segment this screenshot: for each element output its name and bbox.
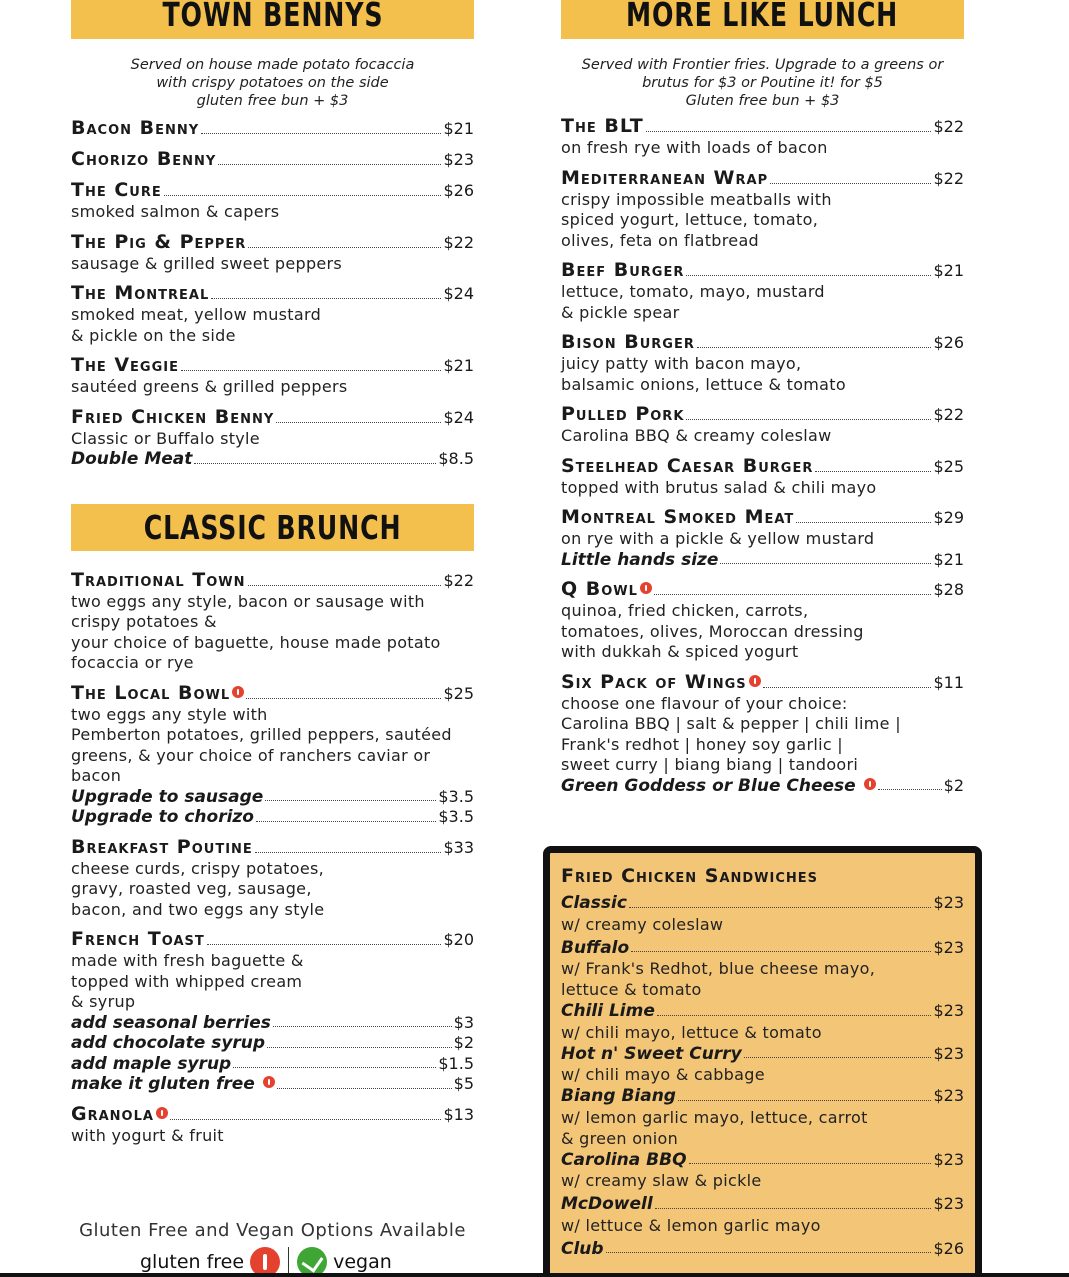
addon-row xyxy=(71,1013,474,1034)
lunch-intro xyxy=(561,56,964,110)
item-desc: balsamic onions, lettuce & tomato xyxy=(561,374,846,394)
addon-row xyxy=(71,449,474,470)
menu-item-local-bowl xyxy=(71,681,474,828)
item-desc: crispy potatoes & xyxy=(71,612,217,631)
item-price: $13 xyxy=(443,1104,474,1124)
item-name xyxy=(71,1102,168,1126)
sandwich-desc: w/ lemon garlic mayo, lettuce, carrot xyxy=(561,1107,868,1127)
item-price: $23 xyxy=(443,150,474,169)
item-desc: tomatoes, olives, Moroccan dressing xyxy=(561,621,864,641)
menu-item-beef-burger xyxy=(561,258,964,323)
item-desc: Pemberton potatoes, grilled peppers, sautéed xyxy=(71,725,452,744)
item-desc: choose one flavour of your choice: xyxy=(561,693,848,713)
addon-row xyxy=(71,1033,474,1054)
sandwich-name: McDowell xyxy=(561,1194,653,1214)
item-name-text: Granola xyxy=(71,1102,154,1125)
item-desc: bacon, and two eggs any style xyxy=(71,899,325,919)
menu-item-traditional-town xyxy=(71,568,474,674)
gluten-free-icon xyxy=(640,582,652,594)
item-desc: olives, feta on flatbread xyxy=(561,230,759,250)
addon-price: $2 xyxy=(943,775,964,795)
item-price: $22 xyxy=(933,405,964,424)
addon-price: $3.5 xyxy=(438,786,474,806)
addon-row xyxy=(561,776,964,797)
sandwich-classic xyxy=(561,893,964,935)
item-desc: greens, & your choice of ranchers caviar or xyxy=(71,745,431,765)
sandwich-price: $23 xyxy=(933,1086,964,1105)
item-desc: smoked meat, yellow mustard xyxy=(71,305,322,324)
town-bennys-banner xyxy=(71,0,474,39)
addon-label: Upgrade to chorizo xyxy=(71,807,254,827)
item-desc: focaccia or rye xyxy=(71,653,194,672)
addon-row xyxy=(71,787,474,808)
addon-label: add chocolate syrup xyxy=(71,1033,266,1053)
item-desc: topped with brutus salad & chili mayo xyxy=(561,477,877,497)
item-desc: Carolina BBQ & creamy coleslaw xyxy=(561,426,832,445)
addon-price: $8.5 xyxy=(438,449,474,468)
item-price: $25 xyxy=(443,683,474,703)
item-name: Bison Burger xyxy=(561,331,695,353)
dietary-note: Gluten Free and Vegan Options Available xyxy=(79,1220,466,1241)
item-name xyxy=(71,681,244,705)
classic-brunch-banner xyxy=(71,504,474,551)
sandwich-desc: & green onion xyxy=(561,1128,679,1148)
menu-item-fried-chicken-benny xyxy=(71,405,474,470)
gluten-free-icon xyxy=(232,686,244,698)
item-desc: your choice of baguette, house made potato xyxy=(71,632,441,652)
sandwich-desc: w/ chili mayo, lettuce & tomato xyxy=(561,1022,822,1042)
item-desc: on rye with a pickle & yellow mustard xyxy=(561,529,875,548)
addon-price: $3.5 xyxy=(438,807,474,826)
sandwich-name: Chili Lime xyxy=(561,1001,655,1021)
item-price: $20 xyxy=(443,930,474,949)
item-name xyxy=(561,577,652,601)
sandwich-name: Hot n' Sweet Curry xyxy=(561,1043,742,1064)
more-like-lunch-banner xyxy=(561,0,964,39)
addon-price: $21 xyxy=(933,549,964,569)
menu-item-bison-burger xyxy=(561,330,964,395)
sandwich-name: Classic xyxy=(561,893,627,913)
item-price: $21 xyxy=(933,261,964,280)
item-desc: & syrup xyxy=(71,992,136,1011)
classic-brunch-title: CLASSIC BRUNCH xyxy=(143,507,402,547)
item-name: The BLT xyxy=(561,115,644,137)
item-price: $28 xyxy=(933,580,964,599)
sandwich-price: $23 xyxy=(933,937,964,957)
sandwich-club xyxy=(561,1239,964,1260)
addon-label: add seasonal berries xyxy=(71,1012,271,1033)
item-name-text: Six Pack of Wings xyxy=(561,670,747,693)
item-name: Mediterranean Wrap xyxy=(561,166,769,189)
item-name-text: The Local Bowl xyxy=(71,681,231,704)
item-desc: crispy impossible meatballs with xyxy=(561,189,832,209)
fried-chicken-box xyxy=(543,846,982,1277)
gluten-free-label: gluten free xyxy=(140,1251,245,1273)
menu-item-blt xyxy=(561,114,964,159)
sandwich-name: Biang Biang xyxy=(561,1086,676,1106)
sandwich-desc: lettuce & tomato xyxy=(561,980,702,999)
item-name xyxy=(561,670,761,694)
sandwich-name: Carolina BBQ xyxy=(561,1149,687,1170)
menu-item-pulled-pork xyxy=(561,402,964,447)
sandwich-desc: w/ chili mayo & cabbage xyxy=(561,1065,765,1084)
addon-label: Double Meat xyxy=(71,449,193,469)
addon-row xyxy=(71,1054,474,1075)
menu-item-pig-pepper xyxy=(71,230,474,275)
item-price: $22 xyxy=(443,232,474,252)
intro-line: with crispy potatoes on the side xyxy=(156,75,389,91)
item-name: The Veggie xyxy=(71,354,179,376)
item-price: $24 xyxy=(443,407,474,427)
addon-label-text: make it gluten free xyxy=(71,1074,255,1094)
item-desc: Carolina BBQ | salt & pepper | chili lime | xyxy=(561,714,901,733)
item-price: $22 xyxy=(443,570,474,590)
item-desc: sautéed greens & grilled peppers xyxy=(71,377,348,396)
menu-item-six-pack-wings xyxy=(561,670,964,797)
item-desc: lettuce, tomato, mayo, mustard xyxy=(561,282,825,301)
item-desc: made with fresh baguette & xyxy=(71,951,304,970)
menu-item-q-bowl xyxy=(561,577,964,663)
gluten-free-icon xyxy=(864,778,876,790)
item-name: Montreal Smoked Meat xyxy=(561,506,795,528)
sandwich-name: Club xyxy=(561,1238,604,1259)
sandwich-mcdowell xyxy=(561,1194,964,1236)
item-desc: & pickle spear xyxy=(561,302,680,322)
bottom-border xyxy=(0,1273,1069,1277)
sandwich-price: $23 xyxy=(933,1194,964,1213)
item-price: $11 xyxy=(933,672,964,692)
item-desc: Classic or Buffalo style xyxy=(71,428,260,448)
menu-item-bacon-benny xyxy=(71,116,474,140)
item-name: The Montreal xyxy=(71,282,210,304)
item-price: $22 xyxy=(933,117,964,136)
menu-item-french-toast xyxy=(71,927,474,1095)
sandwich-biang-biang xyxy=(561,1086,964,1149)
item-price: $29 xyxy=(933,508,964,527)
item-desc: juicy patty with bacon mayo, xyxy=(561,354,802,373)
item-desc: topped with whipped cream xyxy=(71,971,303,991)
item-price: $26 xyxy=(933,333,964,352)
addon-row xyxy=(71,1074,474,1095)
menu-item-montreal-smoked-meat xyxy=(561,505,964,570)
addon-price: $1.5 xyxy=(438,1053,474,1073)
addon-label: add maple syrup xyxy=(71,1053,232,1074)
sandwich-price: $23 xyxy=(933,893,964,912)
item-desc: smoked salmon & capers xyxy=(71,202,280,221)
left-column xyxy=(71,0,474,1153)
menu-item-steelhead-caesar xyxy=(561,454,964,499)
intro-line: brutus for $3 or Poutine it! for $5 xyxy=(642,75,883,91)
intro-line: gluten free bun + $3 xyxy=(196,93,349,109)
gluten-free-icon xyxy=(749,675,761,687)
menu-item-mediterranean-wrap xyxy=(561,166,964,252)
sandwich-desc: w/ creamy coleslaw xyxy=(561,914,724,934)
sandwich-desc: w/ creamy slaw & pickle xyxy=(561,1171,762,1190)
addon-price: $3 xyxy=(453,1012,474,1032)
item-name: Beef Burger xyxy=(561,259,685,281)
item-desc: sweet curry | biang biang | tandoori xyxy=(561,755,859,774)
gluten-free-icon xyxy=(263,1076,275,1088)
sandwich-price: $23 xyxy=(933,1043,964,1063)
sandwich-price: $23 xyxy=(933,1001,964,1020)
sandwich-name: Buffalo xyxy=(561,937,630,958)
sandwich-desc: w/ Frank's Redhot, blue cheese mayo, xyxy=(561,959,876,978)
item-price: $24 xyxy=(443,284,474,303)
item-price: $33 xyxy=(443,837,474,857)
item-name: Traditional Town xyxy=(71,568,246,591)
vegan-label: vegan xyxy=(333,1251,392,1273)
right-column xyxy=(561,0,964,803)
item-desc: quinoa, fried chicken, carrots, xyxy=(561,601,809,620)
menu-item-the-cure xyxy=(71,178,474,223)
sandwich-chili-lime xyxy=(561,1001,964,1043)
item-name: The Pig & Pepper xyxy=(71,230,247,253)
intro-line: Gluten free bun + $3 xyxy=(685,93,840,109)
item-desc: & pickle on the side xyxy=(71,325,236,345)
item-desc: bacon xyxy=(71,766,122,785)
item-desc: cheese curds, crispy potatoes, xyxy=(71,858,325,878)
intro-line: Served on house made potato focaccia xyxy=(130,57,415,73)
menu-item-granola xyxy=(71,1102,474,1147)
item-name-text: Q Bowl xyxy=(561,578,638,600)
sandwich-buffalo xyxy=(561,938,964,1001)
item-desc: two eggs any style, bacon or sausage with xyxy=(71,591,425,611)
addon-label xyxy=(71,1074,275,1095)
menu-item-the-montreal xyxy=(71,281,474,346)
item-price: $26 xyxy=(443,181,474,200)
item-price: $21 xyxy=(443,356,474,375)
item-price: $21 xyxy=(443,119,474,138)
addon-label: Upgrade to sausage xyxy=(71,786,264,807)
addon-row xyxy=(561,550,964,571)
item-name: Breakfast Poutine xyxy=(71,835,253,858)
item-price: $22 xyxy=(933,168,964,188)
town-bennys-title: TOWN BENNYS xyxy=(162,0,383,34)
item-price: $25 xyxy=(933,456,964,476)
intro-line: Served with Frontier fries. Upgrade to a greens or xyxy=(581,57,944,73)
item-desc: gravy, roasted veg, sausage, xyxy=(71,879,312,898)
sandwich-price: $26 xyxy=(933,1238,964,1258)
item-desc: spiced yogurt, lettuce, tomato, xyxy=(561,210,819,229)
sandwich-hot-sweet-curry xyxy=(561,1044,964,1086)
sandwich-carolina-bbq xyxy=(561,1150,964,1192)
fried-chicken-title: Fried Chicken Sandwiches xyxy=(561,865,819,887)
more-like-lunch-title: MORE LIKE LUNCH xyxy=(626,0,899,34)
gluten-free-icon xyxy=(156,1107,168,1119)
item-name: The Cure xyxy=(71,179,162,201)
addon-label xyxy=(561,776,876,797)
addon-label-text: Green Goddess or Blue Cheese xyxy=(561,775,856,796)
addon-label: Little hands size xyxy=(561,549,719,570)
item-name: Fried Chicken Benny xyxy=(71,405,275,428)
item-desc: Frank's redhot | honey soy garlic | xyxy=(561,734,843,754)
item-desc: with dukkah & spiced yogurt xyxy=(561,642,799,661)
sandwich-price: $23 xyxy=(933,1149,964,1169)
addon-price: $5 xyxy=(453,1074,474,1093)
sandwich-desc: w/ lettuce & lemon garlic mayo xyxy=(561,1215,821,1235)
town-bennys-intro xyxy=(71,56,474,110)
item-name: Pulled Pork xyxy=(561,403,685,425)
item-name: Steelhead Caesar Burger xyxy=(561,454,814,477)
addon-price: $2 xyxy=(453,1033,474,1052)
item-desc: sausage & grilled sweet peppers xyxy=(71,253,343,273)
menu-item-the-veggie xyxy=(71,353,474,398)
item-desc: on fresh rye with loads of bacon xyxy=(561,138,828,157)
menu-item-chorizo-benny xyxy=(71,147,474,171)
menu-item-breakfast-poutine xyxy=(71,835,474,921)
item-name: Chorizo Benny xyxy=(71,148,217,170)
item-desc: with yogurt & fruit xyxy=(71,1125,224,1145)
item-desc: two eggs any style with xyxy=(71,704,268,724)
item-name: Bacon Benny xyxy=(71,117,200,139)
item-name: French Toast xyxy=(71,928,205,950)
addon-row xyxy=(71,807,474,828)
